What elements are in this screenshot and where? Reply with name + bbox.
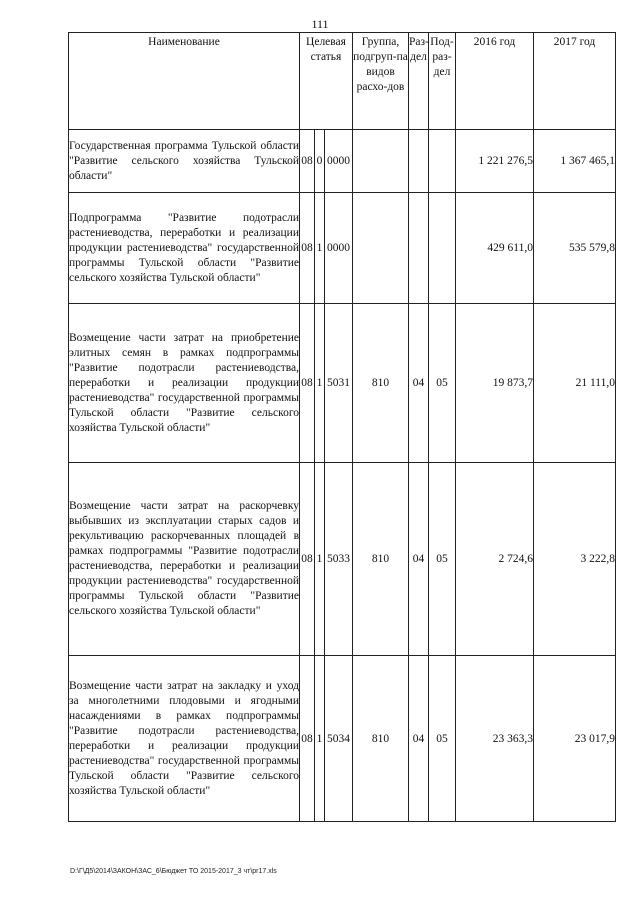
file-path-footer: D:\Г\Д5\2014\ЗАКОН\ЗАС_6\Бюджет ТО 2015-2017_3 чт\pr17.xls [70, 868, 277, 875]
target-direction: 5034 [325, 656, 353, 822]
target-direction: 0000 [325, 130, 353, 193]
header-group: Группа, подгруп-па видов расхо-дов [353, 33, 409, 130]
table-row [69, 193, 616, 304]
expense-group [353, 193, 409, 304]
subsection: 05 [429, 463, 456, 656]
target-subprogram: 0 [315, 130, 325, 193]
target-subprogram: 1 [315, 193, 325, 304]
amount-2017: 535 579,8 [534, 193, 616, 304]
subsection: 05 [429, 656, 456, 822]
expense-group [353, 130, 409, 193]
amount-2017: 3 222,8 [534, 463, 616, 656]
target-program: 08 [300, 656, 315, 822]
target-subprogram: 1 [315, 463, 325, 656]
page-number: 111 [311, 17, 329, 31]
amount-2017: 21 111,0 [534, 304, 616, 463]
section [409, 193, 429, 304]
amount-2016: 2 724,6 [456, 463, 534, 656]
row-name: Государственная программа Тульской области "Развитие сельского хозяйства Тульской области" [69, 130, 300, 193]
table-row [69, 130, 616, 193]
target-program: 08 [300, 193, 315, 304]
subsection: 05 [429, 304, 456, 463]
table-row [69, 463, 616, 656]
subsection [429, 193, 456, 304]
header-2017: 2017 год [534, 33, 616, 130]
row-name: Возмещение части затрат на раскорчевку выбывших из эксплуатации старых садов и рекультивацию раскорчеванных площадей в рамках подпрограммы "Развитие подотрасли растениеводства, переработки и реализации продукции растениеводства" государственной программы Тульской области "Развитие сельского хозяйства Тульской области" [69, 463, 300, 656]
amount-2016: 23 363,3 [456, 656, 534, 822]
expense-group: 810 [353, 656, 409, 822]
amount-2017: 23 017,9 [534, 656, 616, 822]
target-program: 08 [300, 304, 315, 463]
budget-table [68, 32, 616, 822]
section [409, 130, 429, 193]
target-program: 08 [300, 463, 315, 656]
section: 04 [409, 656, 429, 822]
subsection [429, 130, 456, 193]
target-subprogram: 1 [315, 304, 325, 463]
header-2016: 2016 год [456, 33, 534, 130]
target-subprogram: 1 [315, 656, 325, 822]
header-target: Целевая статья [300, 33, 353, 130]
section: 04 [409, 463, 429, 656]
amount-2016: 19 873,7 [456, 304, 534, 463]
target-direction: 5033 [325, 463, 353, 656]
target-direction: 5031 [325, 304, 353, 463]
header-subsection: Под-раз-дел [429, 33, 456, 130]
table-row [69, 656, 616, 822]
row-name: Подпрограмма "Развитие подотрасли растениеводства, переработки и реализации продукции растениеводства" государственной программы Тульской области "Развитие сельского хозяйства Тульской области" [69, 193, 300, 304]
header-name: Наименование [69, 33, 300, 130]
row-name: Возмещение части затрат на приобретение элитных семян в рамках подпрограммы "Развитие подотрасли растениеводства, переработки и реализации продукции растениеводства" государственной программы Тульской области "Развитие сельского хозяйства Тульской области" [69, 304, 300, 463]
expense-group: 810 [353, 463, 409, 656]
amount-2017: 1 367 465,1 [534, 130, 616, 193]
target-direction: 0000 [325, 193, 353, 304]
header-section: Раз-дел [409, 33, 429, 130]
section: 04 [409, 304, 429, 463]
amount-2016: 429 611,0 [456, 193, 534, 304]
header-row [69, 33, 616, 130]
amount-2016: 1 221 276,5 [456, 130, 534, 193]
table-row [69, 304, 616, 463]
target-program: 08 [300, 130, 315, 193]
expense-group: 810 [353, 304, 409, 463]
row-name: Возмещение части затрат на закладку и уход за многолетними плодовыми и ягодными насаждениями в рамках подпрограммы "Развитие подотрасли растениеводства, переработки и реализации продукции растениеводства" государственной программы Тульской области "Развитие сельского хозяйства Тульской области" [69, 656, 300, 822]
